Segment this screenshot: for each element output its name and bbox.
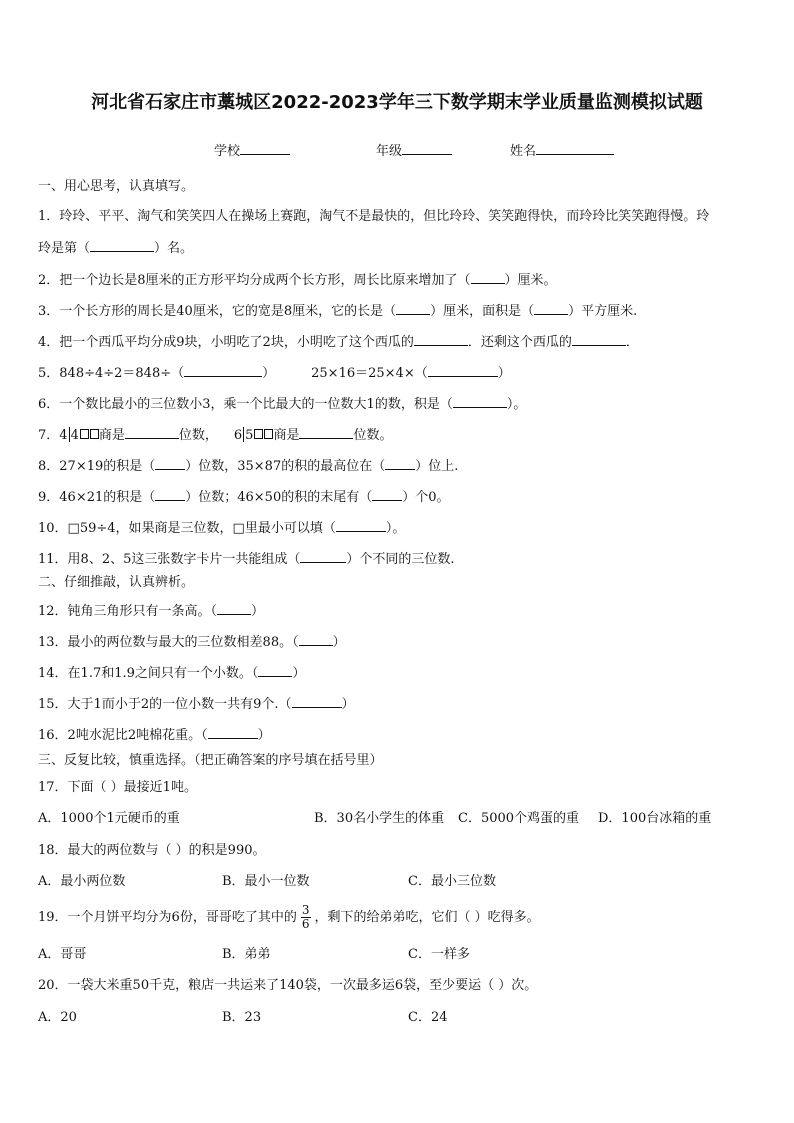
question-18: 18．最大的两位数与（ ）的积是990。: [38, 843, 266, 858]
grade-label: 年级: [376, 144, 403, 159]
answer-blank[interactable]: [572, 332, 626, 346]
question-17-option-b[interactable]: B．30名小学生的体重: [314, 811, 445, 826]
answer-blank[interactable]: [396, 301, 430, 315]
question-8: 8．27×19的积是（ ）位数，35×87的积的最高位在（ ）位上.: [38, 456, 458, 476]
question-13: 13．最小的两位数与最大的三位数相差88。（ ）: [38, 632, 346, 652]
answer-blank[interactable]: [208, 725, 258, 739]
divisor-digit: 6: [233, 428, 243, 443]
question-19-option-a[interactable]: A．哥哥: [38, 947, 87, 962]
answer-blank[interactable]: [292, 694, 342, 708]
answer-blank[interactable]: [453, 394, 507, 408]
question-17: 17．下面（ ）最接近1吨。: [38, 780, 197, 795]
division-bracket-icon: [243, 427, 244, 442]
section-1-heading: 一、用心思考，认真填写。: [38, 179, 195, 194]
page-title: 河北省石家庄市藁城区2022-2023学年三下数学期末学业质量监测模拟试题: [91, 92, 703, 113]
question-17-option-a[interactable]: A．1000个1元硬币的重: [38, 811, 180, 826]
question-2: 2．把一个边长是8厘米的正方形平均分成两个长方形，周长比原来增加了（ ）厘米。: [38, 270, 557, 290]
digit-box-icon: [254, 429, 263, 439]
grade-blank[interactable]: [402, 140, 452, 155]
answer-blank[interactable]: [299, 632, 333, 646]
name-blank[interactable]: [536, 140, 614, 155]
answer-blank[interactable]: [258, 663, 292, 677]
question-14: 14．在1.7和1.9之间只有一个小数。（ ）: [38, 663, 305, 683]
division-bracket-icon: [69, 427, 70, 442]
question-20: 20．一袋大米重50千克，粮店一共运来了140袋，一次最多运6袋，至少要运（ ）次。: [38, 978, 538, 993]
question-7: 7．4 4 商是 位数， 6 5 商是 位数。: [38, 425, 392, 445]
answer-blank[interactable]: [155, 487, 185, 501]
school-label: 学校: [214, 144, 241, 159]
question-4: 4．把一个西瓜平均分成9块，小明吃了2块，小明吃了这个西瓜的 ．还剩这个西瓜的 ．: [38, 332, 639, 352]
name-field: [510, 140, 614, 159]
divisor-digit: 4: [59, 428, 68, 443]
digit-box-icon: [90, 429, 99, 439]
question-19: 19．一个月饼平均分为6份，哥哥吃了其中的 $\frac{3}{6}$ ，剩下的给弟弟吃，它们（ ）吃得多。: [38, 903, 540, 931]
question-20-option-a[interactable]: A．20: [38, 1010, 77, 1025]
answer-blank[interactable]: [372, 487, 402, 501]
answer-blank[interactable]: [90, 238, 154, 252]
answer-blank[interactable]: [184, 363, 262, 377]
answer-blank[interactable]: [299, 425, 353, 439]
question-20-option-b[interactable]: B．23: [222, 1010, 262, 1025]
grade-field: [376, 140, 452, 159]
question-20-option-c[interactable]: C．24: [408, 1010, 448, 1025]
question-17-option-c[interactable]: C．5000个鸡蛋的重: [458, 811, 580, 826]
answer-blank[interactable]: [155, 456, 185, 470]
question-12: 12．钝角三角形只有一条高。（ ）: [38, 601, 264, 621]
question-5: 5．848÷4÷2＝848÷（ ） 25×16＝25×4×（ ）: [38, 363, 511, 383]
school-field: [214, 140, 290, 159]
question-9: 9．46×21的积是（ ）位数；46×50的积的末尾有（ ）个0。: [38, 487, 450, 507]
question-3: 3．一个长方形的周长是40厘米，它的宽是8厘米，它的长是（ ）厘米，面积是（ ）平方厘米.: [38, 301, 637, 321]
question-1-line-2: 玲是第（ ）名。: [38, 238, 193, 258]
fraction: $\frac{3}{6}$: [301, 903, 310, 931]
question-15: 15．大于1而小于2的一位小数一共有9个.（ ）: [38, 694, 355, 714]
name-label: 姓名: [510, 144, 537, 159]
question-10: 10．□59÷4，如果商是三位数，□里最小可以填（ ）。: [38, 518, 405, 538]
answer-blank[interactable]: [217, 601, 251, 615]
answer-blank[interactable]: [300, 549, 346, 563]
question-1-line-1: 1．玲玲、平平、淘气和笑笑四人在操场上赛跑，淘气不是最快的，但比玲玲、笑笑跑得快，而玲玲比笑笑跑得慢。玲: [38, 209, 710, 224]
question-11: 11．用8、2、5这三张数字卡片一共能组成（ ）个不同的三位数.: [38, 549, 455, 569]
dividend-digit: 5: [245, 428, 254, 443]
question-18-option-a[interactable]: A．最小两位数: [38, 874, 126, 889]
section-3-heading: 三、反复比较，慎重选择。（把正确答案的序号填在括号里）: [38, 753, 383, 768]
question-18-option-b[interactable]: B．最小一位数: [222, 874, 310, 889]
answer-blank[interactable]: [125, 425, 179, 439]
section-2-heading: 二、仔细推敲，认真辨析。: [38, 575, 195, 590]
question-18-option-c[interactable]: C．最小三位数: [408, 874, 496, 889]
school-blank[interactable]: [240, 140, 290, 155]
question-17-option-d[interactable]: D．100台冰箱的重: [598, 811, 712, 826]
question-19-option-b[interactable]: B．弟弟: [222, 947, 271, 962]
dividend-digit: 4: [70, 428, 79, 443]
answer-blank[interactable]: [414, 332, 468, 346]
answer-blank[interactable]: [534, 301, 568, 315]
digit-box-icon: [80, 429, 89, 439]
answer-blank[interactable]: [385, 456, 415, 470]
student-info-row: [0, 140, 794, 160]
answer-blank[interactable]: [471, 270, 505, 284]
answer-blank[interactable]: [428, 363, 498, 377]
question-6: 6．一个数比最小的三位数小3，乘一个比最大的一位数大1的数，积是（ ）。: [38, 394, 526, 414]
answer-blank[interactable]: [336, 518, 386, 532]
question-19-option-c[interactable]: C．一样多: [408, 947, 470, 962]
question-16: 16．2吨水泥比2吨棉花重。（ ）: [38, 725, 271, 745]
